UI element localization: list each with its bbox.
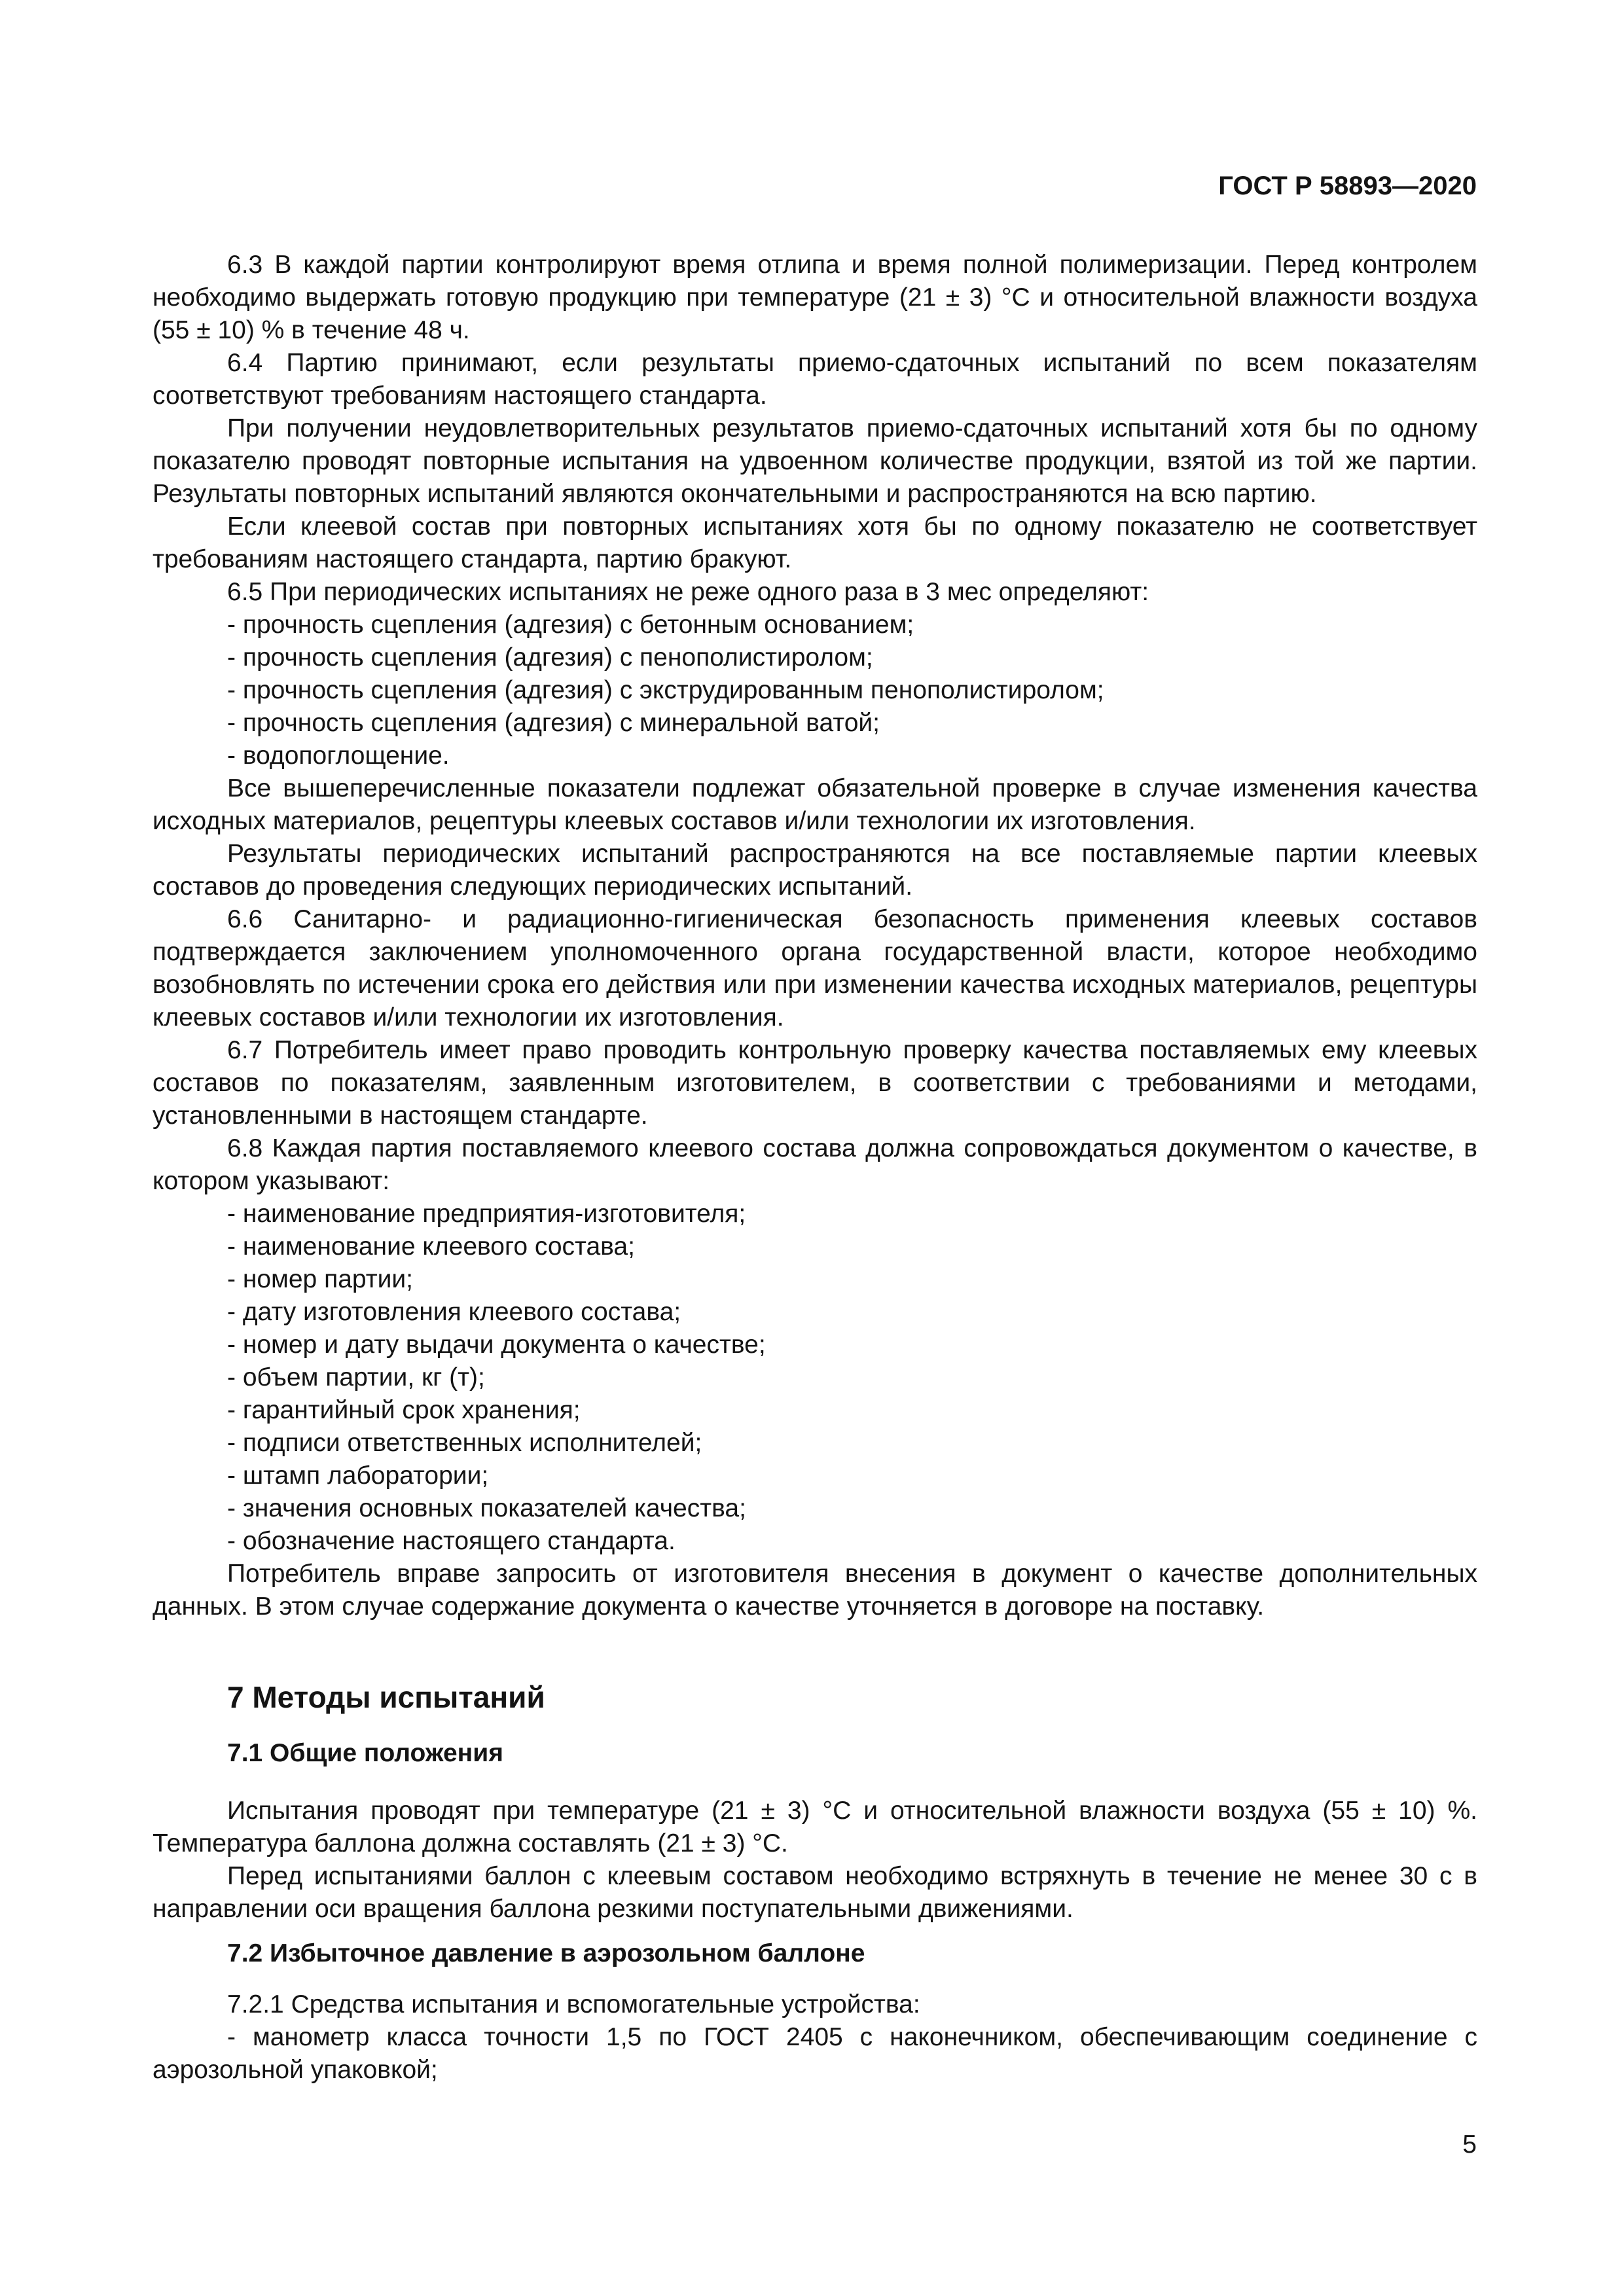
subsection-7-1-title: 7.1 Общие положения xyxy=(227,1739,503,1767)
list-item: - наименование клеевого состава; xyxy=(227,1232,635,1261)
list-item: - штамп лаборатории; xyxy=(227,1462,489,1490)
list-item: - наименование предприятия-изготовителя; xyxy=(227,1200,746,1228)
paragraph: При получении неудовлетворительных результатов приемо-сдаточных испытаний хотя бы по одному показателю проводят повторные испытания на удвоенном количестве продукции, взятой из той же партии. Результаты повторных испытаний являются окончательными и распространяются на всю партию. xyxy=(153,414,1477,508)
paragraph: 6.8 Каждая партия поставляемого клеевого состава должна сопровождаться документом о качестве, в котором указывают: xyxy=(153,1134,1477,1195)
paragraph: Испытания проводят при температуре (21 ± 3) °С и относительной влажности воздуха (55 ± 10) %. Температура баллона должна составлять (21 ± 3) °С. xyxy=(153,1797,1477,1857)
list-item: - прочность сцепления (адгезия) с пенополистиролом; xyxy=(227,643,873,672)
list-item: - значения основных показателей качества; xyxy=(227,1494,746,1522)
subsection-7-2-title: 7.2 Избыточное давление в аэрозольном баллоне xyxy=(227,1939,865,1967)
paragraph: 7.2.1 Средства испытания и вспомогательные устройства: xyxy=(227,1990,920,2018)
paragraph: 6.3 В каждой партии контролируют время отлипа и время полной полимеризации. Перед контролем необходимо выдержать готовую продукцию при температуре (21 ± 3) °С и относительной влажности воздуха (55 ± 10) % в течение 48 ч. xyxy=(153,251,1477,344)
list-item: - подписи ответственных исполнителей; xyxy=(227,1429,702,1457)
list-item: - водопоглощение. xyxy=(227,742,450,770)
list-item: - номер партии; xyxy=(227,1265,413,1293)
list-item: - прочность сцепления (адгезия) с бетонным основанием; xyxy=(227,611,914,639)
paragraph: Результаты периодических испытаний распространяются на все поставляемые партии клеевых составов до проведения следующих периодических испытаний. xyxy=(153,840,1477,901)
list-item: - гарантийный срок хранения; xyxy=(227,1396,581,1424)
list-item: - дату изготовления клеевого состава; xyxy=(227,1298,681,1326)
subsection-7-1-body xyxy=(153,1795,1477,1926)
section-6-body xyxy=(153,249,1477,1623)
list-item: - объем партии, кг (т); xyxy=(227,1363,485,1391)
paragraph: 6.7 Потребитель имеет право проводить контрольную проверку качества поставляемых ему клеевых составов по показателям, заявленным изготовителем, в соответствии с требованиями и методами, установленными в настоящем стандарте. xyxy=(153,1036,1477,1130)
list-item: - номер и дату выдачи документа о качестве; xyxy=(227,1331,766,1359)
paragraph: 6.4 Партию принимают, если результаты приемо-сдаточных испытаний по всем показателям соответствуют требованиям настоящего стандарта. xyxy=(153,349,1477,410)
section-7-title: 7 Методы испытаний xyxy=(227,1680,545,1714)
list-item: - обозначение настоящего стандарта. xyxy=(227,1527,676,1555)
document-code-header: ГОСТ Р 58893—2020 xyxy=(1218,171,1477,200)
subsection-7-2-body xyxy=(153,1988,1477,2087)
paragraph: 6.5 При периодических испытаниях не реже одного раза в 3 мес определяют: xyxy=(227,578,1149,606)
page-number: 5 xyxy=(1462,2130,1477,2159)
paragraph: 6.6 Санитарно- и радиационно-гигиеническая безопасность применения клеевых составов подтверждается заключением уполномоченного органа государственной власти, которое необходимо возобновлять по истечении срока его действия или при изменении качества исходных материалов, рецептуры клеевых составов и/или технологии их изготовления. xyxy=(153,905,1477,1031)
paragraph: Все вышеперечисленные показатели подлежат обязательной проверке в случае изменения качества исходных материалов, рецептуры клеевых составов и/или технологии их изготовления. xyxy=(153,774,1477,835)
paragraph: Перед испытаниями баллон с клеевым составом необходимо встряхнуть в течение не менее 30 с в направлении оси вращения баллона резкими поступательными движениями. xyxy=(153,1862,1477,1923)
list-item: - прочность сцепления (адгезия) с экструдированным пенополистиролом; xyxy=(227,676,1104,704)
paragraph: Если клеевой состав при повторных испытаниях хотя бы по одному показателю не соответствует требованиям настоящего стандарта, партию бракуют. xyxy=(153,512,1477,573)
list-item: - прочность сцепления (адгезия) с минеральной ватой; xyxy=(227,709,880,737)
list-item: - манометр класса точности 1,5 по ГОСТ 2405 с наконечником, обеспечивающим соединение с аэрозольной упаковкой; xyxy=(153,2023,1477,2084)
paragraph: Потребитель вправе запросить от изготовителя внесения в документ о качестве дополнительных данных. В этом случае содержание документа о качестве уточняется в договоре на поставку. xyxy=(153,1560,1477,1621)
